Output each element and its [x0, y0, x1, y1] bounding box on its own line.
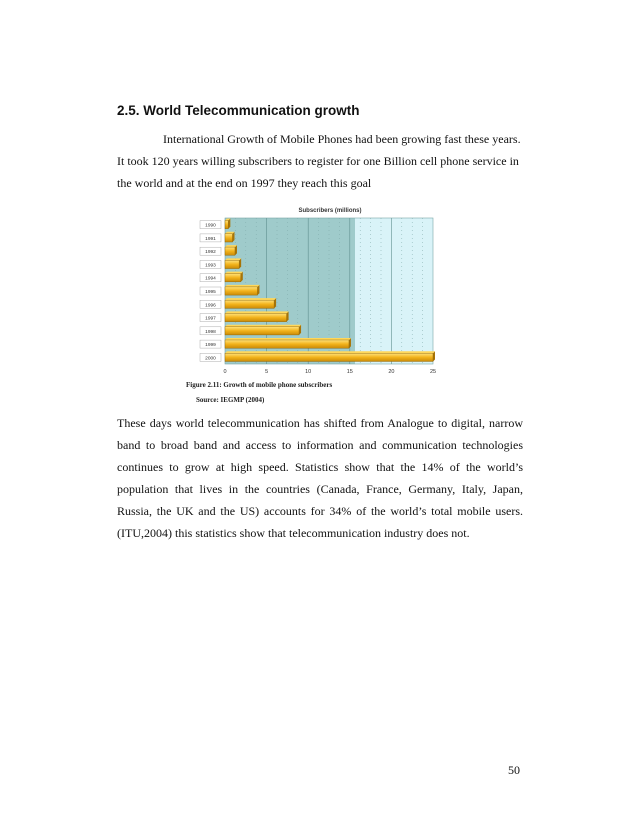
body-paragraph: These days world telecommunication has shifted from Analogue to digital, narrow band to broad band and access to information and communication technologies continues to grow at high speed. Statistics show that the 14% of the world’s population that lives in the countries (Canada, France, Germany, Italy, Japan, Russia, the UK and the US) accounts for 34% of the world’s total mobile users.(ITU,2004) this statistics show that telecommunication industry does not.: [117, 416, 523, 540]
section-heading: 2.5. World Telecommunication growth: [117, 103, 360, 118]
y-tick-label: 1992: [205, 250, 216, 256]
chart-svg: [190, 200, 440, 380]
y-tick-label: 1999: [205, 343, 216, 349]
bar-top: [225, 272, 243, 274]
bar-top: [225, 298, 276, 300]
bar-1997: [225, 313, 287, 321]
bar-1993: [225, 260, 239, 268]
bar-1990: [225, 221, 228, 229]
y-tick-label: 1990: [205, 223, 216, 229]
x-tick-label: 10: [305, 369, 312, 375]
bar-1999: [225, 340, 349, 348]
intro-text: International Growth of Mobile Phones had been growing fast these years. It took 120 years willing subscribers to register for one Billion cell phone service in the world and at the end on 1997 they reach this goal: [117, 132, 521, 190]
y-tick-label: 1993: [205, 263, 216, 269]
bar-top: [225, 285, 259, 287]
y-tick-label: 2000: [205, 356, 216, 362]
y-tick-label: 1995: [205, 290, 216, 295]
bar-2000: [225, 353, 433, 361]
y-tick-label: 1994: [205, 276, 216, 282]
bar-1994: [225, 274, 241, 282]
figure-caption: Figure 2.11: Growth of mobile phone subscribers: [186, 381, 333, 389]
bar-top: [225, 351, 435, 353]
chart-title: Subscribers (millions): [298, 208, 362, 214]
x-tick-label: 25: [429, 369, 437, 375]
subscribers-chart: [190, 200, 440, 380]
bar-1991: [225, 234, 232, 242]
bar-1998: [225, 327, 299, 335]
bar-top: [225, 338, 351, 340]
bar-top: [225, 311, 289, 313]
page-number: 50: [508, 763, 520, 777]
bar-top: [225, 325, 301, 327]
y-tick-label: 1998: [205, 329, 216, 335]
y-tick-label: 1997: [205, 316, 216, 322]
y-tick-label: 1991: [205, 236, 216, 242]
bar-1995: [225, 287, 257, 295]
intro-paragraph: [117, 128, 523, 194]
bar-1992: [225, 247, 235, 255]
plot-area-light: [355, 218, 433, 364]
figure-source: Source: IEGMP (2004): [196, 396, 265, 404]
y-tick-label: 1996: [205, 303, 216, 309]
bar-top: [225, 245, 237, 247]
bar-top: [225, 258, 241, 260]
x-tick-label: 5: [265, 369, 269, 375]
bar-1996: [225, 300, 274, 308]
x-tick-label: 20: [388, 369, 395, 375]
x-tick-label: 15: [346, 369, 353, 375]
x-tick-label: 0: [223, 369, 227, 375]
